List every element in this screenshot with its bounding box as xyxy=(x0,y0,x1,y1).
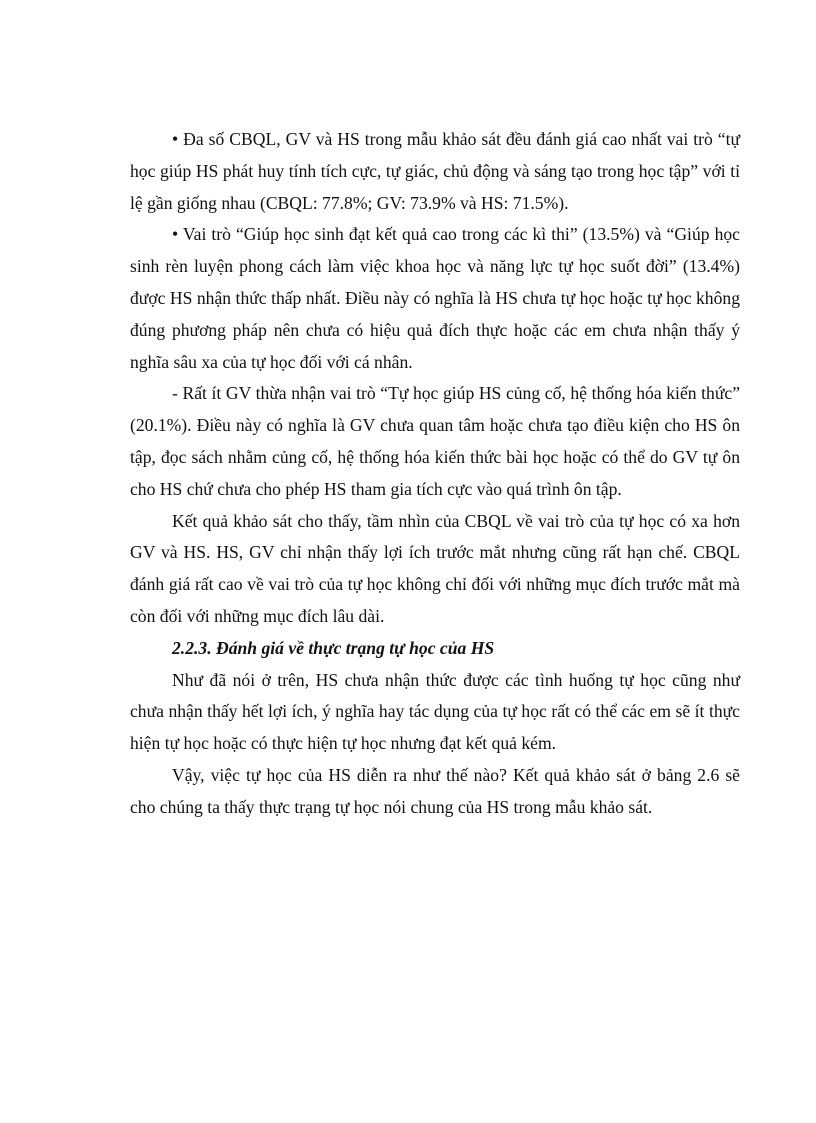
summary-paragraph: Kết quả khảo sát cho thấy, tầm nhìn của CBQL về vai trò của tự học có xa hơn GV và HS. HS, GV chỉ nhận thấy lợi ích trước mắt nhưng cũng rất hạn chế. CBQL đánh giá rất cao về vai trò của tự học không chỉ đối với những mục đích trước mắt mà còn đối với những mục đích lâu dài. xyxy=(130,510,740,626)
bullet-paragraph-lowest-awareness: • Vai trò “Giúp học sinh đạt kết quả cao trong các kì thi” (13.5%) và “Giúp học sinh rèn luyện phong cách làm việc khoa học và năng lực tự học suốt đời” (13.4%) được HS nhận thức thấp nhất. Điều này có nghĩa là HS chưa tự học hoặc tự học không đúng phương pháp nên chưa có hiệu quả đích thực hoặc các em chưa nhận thấy ý nghĩa sâu xa của tự học đối với cá nhân. xyxy=(130,224,740,372)
section-heading: 2.2.3. Đánh giá về thực trạng tự học của HS xyxy=(172,637,495,658)
document-page xyxy=(130,124,740,824)
section-paragraph-table-reference: Vậy, việc tự học của HS diễn ra như thế nào? Kết quả khảo sát ở bảng 2.6 sẽ cho chúng ta thấy thực trạng tự học nói chung của HS trong mẫu khảo sát. xyxy=(130,764,740,817)
bullet-paragraph-roles-rating: • Đa số CBQL, GV và HS trong mẫu khảo sát đều đánh giá cao nhất vai trò “tự học giúp HS phát huy tính tích cực, tự giác, chủ động và sáng tạo trong học tập” với tỉ lệ gần giống nhau (CBQL: 77.8%; GV: 73.9% và HS: 71.5%). xyxy=(130,129,740,213)
dash-paragraph-teacher-acknowledgement: - Rất ít GV thừa nhận vai trò “Tự học giúp HS củng cố, hệ thống hóa kiến thức” (20.1%). Điều này có nghĩa là GV chưa quan tâm hoặc chưa tạo điều kiện cho HS ôn tập, đọc sách nhằm củng cố, hệ thống hóa kiến thức bài học hoặc có thể do GV tự ôn cho HS chứ chưa cho phép HS tham gia tích cực vào quá trình ôn tập. xyxy=(130,383,740,499)
section-paragraph-intro: Như đã nói ở trên, HS chưa nhận thức được các tình huống tự học cũng như chưa nhận thấy hết lợi ích, ý nghĩa hay tác dụng của tự học rất có thể các em sẽ ít thực hiện tự học hoặc có thực hiện tự học nhưng đạt kết quả kém. xyxy=(130,669,740,754)
